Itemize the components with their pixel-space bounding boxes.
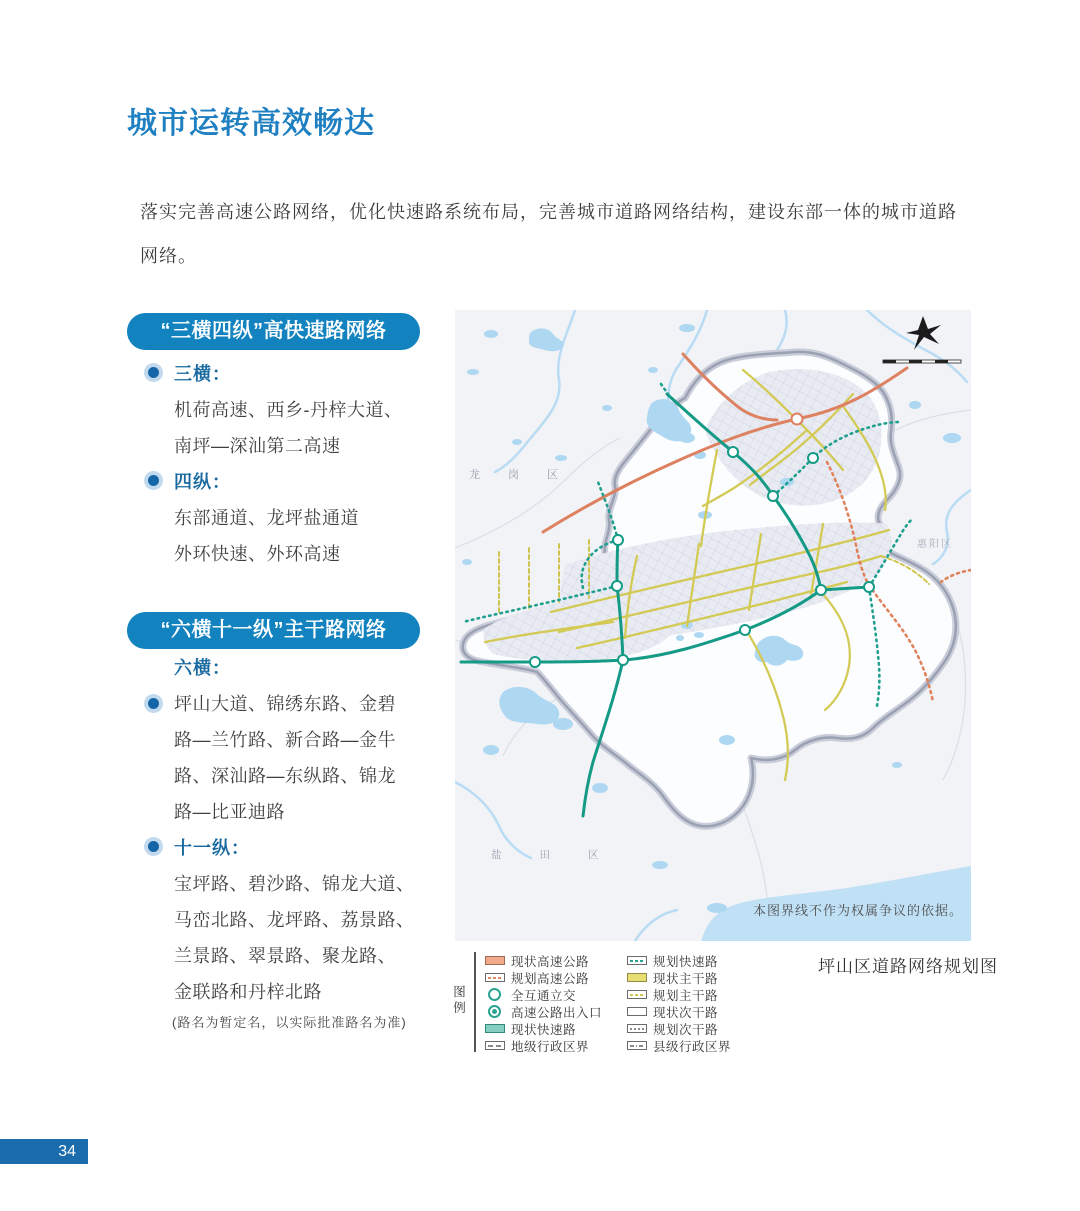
page-number: 34 <box>0 1139 88 1164</box>
list-item-line: 路—比亚迪路 <box>174 802 285 822</box>
existing-arterial-icon <box>627 973 647 982</box>
legend-divider <box>474 952 476 1052</box>
legend-item: 规划主干路 <box>627 986 767 1003</box>
prefecture-boundary-icon <box>485 1041 505 1050</box>
region-label-southwest: 盐田区 <box>491 849 637 861</box>
legend-column-2 <box>627 952 767 1054</box>
section-heading-arterial-network: “六横十一纵”主干路网络 <box>127 612 420 649</box>
legend-column-1 <box>485 952 627 1054</box>
list-item-label: 十一纵： <box>174 838 250 858</box>
legend-item: 地级行政区界 <box>485 1037 627 1054</box>
legend-item: 规划快速路 <box>627 952 767 969</box>
list-item-line: 金联路和丹梓北路 <box>174 982 322 1002</box>
legend-title: 图例 <box>453 985 466 1015</box>
list-item-line: 宝坪路、碧沙路、锦龙大道、 <box>174 874 415 894</box>
planned-expressway-icon <box>627 956 647 965</box>
existing-secondary-road-icon <box>627 1007 647 1016</box>
full-interchange-icon <box>488 988 501 1001</box>
bullet-icon <box>148 698 159 709</box>
section-heading-expressway-network: “三横四纵”高快速路网络 <box>127 313 420 350</box>
planned-highway-icon <box>485 973 505 982</box>
list-item-line: 南坪—深汕第二高速 <box>174 436 341 456</box>
intro-paragraph: 落实完善高速公路网络，优化快速路系统布局，完善城市道路网络结构，建设东部一体的城市道路网络。 <box>140 202 957 266</box>
list-item <box>148 464 453 572</box>
bullet-icon <box>148 841 159 852</box>
county-boundary-icon <box>627 1041 647 1050</box>
legend-item: 高速公路出入口 <box>485 1003 627 1020</box>
planned-arterial-icon <box>627 990 647 999</box>
section-list-arterial <box>148 650 453 1010</box>
list-item-line: 路、深汕路—东纵路、锦龙 <box>174 766 396 786</box>
region-label-northwest: 龙岗区 <box>469 469 586 481</box>
list-item-line: 马峦北路、龙坪路、荔景路、 <box>174 910 415 930</box>
legend-item: 现状快速路 <box>485 1020 627 1037</box>
list-item <box>148 650 453 830</box>
highway-interchange-icon <box>792 414 803 425</box>
list-item <box>148 830 453 1010</box>
scale-bar <box>883 360 961 363</box>
legend-item: 现状主干路 <box>627 969 767 986</box>
section-list-expressway <box>148 356 453 572</box>
planned-secondary-road-icon <box>627 1024 647 1033</box>
list-item-line: 坪山大道、锦绣东路、金碧 <box>174 694 396 714</box>
map-disclaimer: 本图界线不作为权属争议的依据。 <box>752 903 963 918</box>
map-caption: 坪山区道路网络规划图 <box>818 957 998 976</box>
list-item-line: 机荷高速、西乡-丹梓大道、 <box>174 400 403 420</box>
legend-item: 全互通立交 <box>485 986 627 1003</box>
list-item-line: 东部通道、龙坪盐通道 <box>174 508 359 528</box>
legend-item: 县级行政区界 <box>627 1037 767 1054</box>
existing-highway-icon <box>485 956 505 965</box>
list-item <box>148 356 453 464</box>
map-canvas <box>455 310 971 941</box>
road-network-map <box>455 310 971 941</box>
list-item-line: 兰景路、翠景路、聚龙路、 <box>174 946 396 966</box>
highway-access-icon <box>488 1005 501 1018</box>
list-item-line: 路—兰竹路、新合路—金牛 <box>174 730 396 750</box>
bullet-icon <box>148 367 159 378</box>
legend-item: 规划次干路 <box>627 1020 767 1037</box>
legend-item: 规划高速公路 <box>485 969 627 986</box>
list-item-label: 六横： <box>174 658 231 678</box>
map-legend <box>452 952 767 1054</box>
list-item-label: 四纵： <box>174 472 231 492</box>
existing-expressway-icon <box>485 1024 505 1033</box>
road-name-note: (路名为暂定名，以实际批准路名为准) <box>172 1015 407 1030</box>
page-title: 城市运转高效畅达 <box>127 107 375 140</box>
list-item-label: 三横： <box>174 364 231 384</box>
list-item-line: 外环快速、外环高速 <box>174 544 341 564</box>
legend-item: 现状次干路 <box>627 1003 767 1020</box>
region-label-east: 惠阳区 <box>917 539 953 550</box>
bullet-icon <box>148 475 159 486</box>
legend-item: 现状高速公路 <box>485 952 627 969</box>
